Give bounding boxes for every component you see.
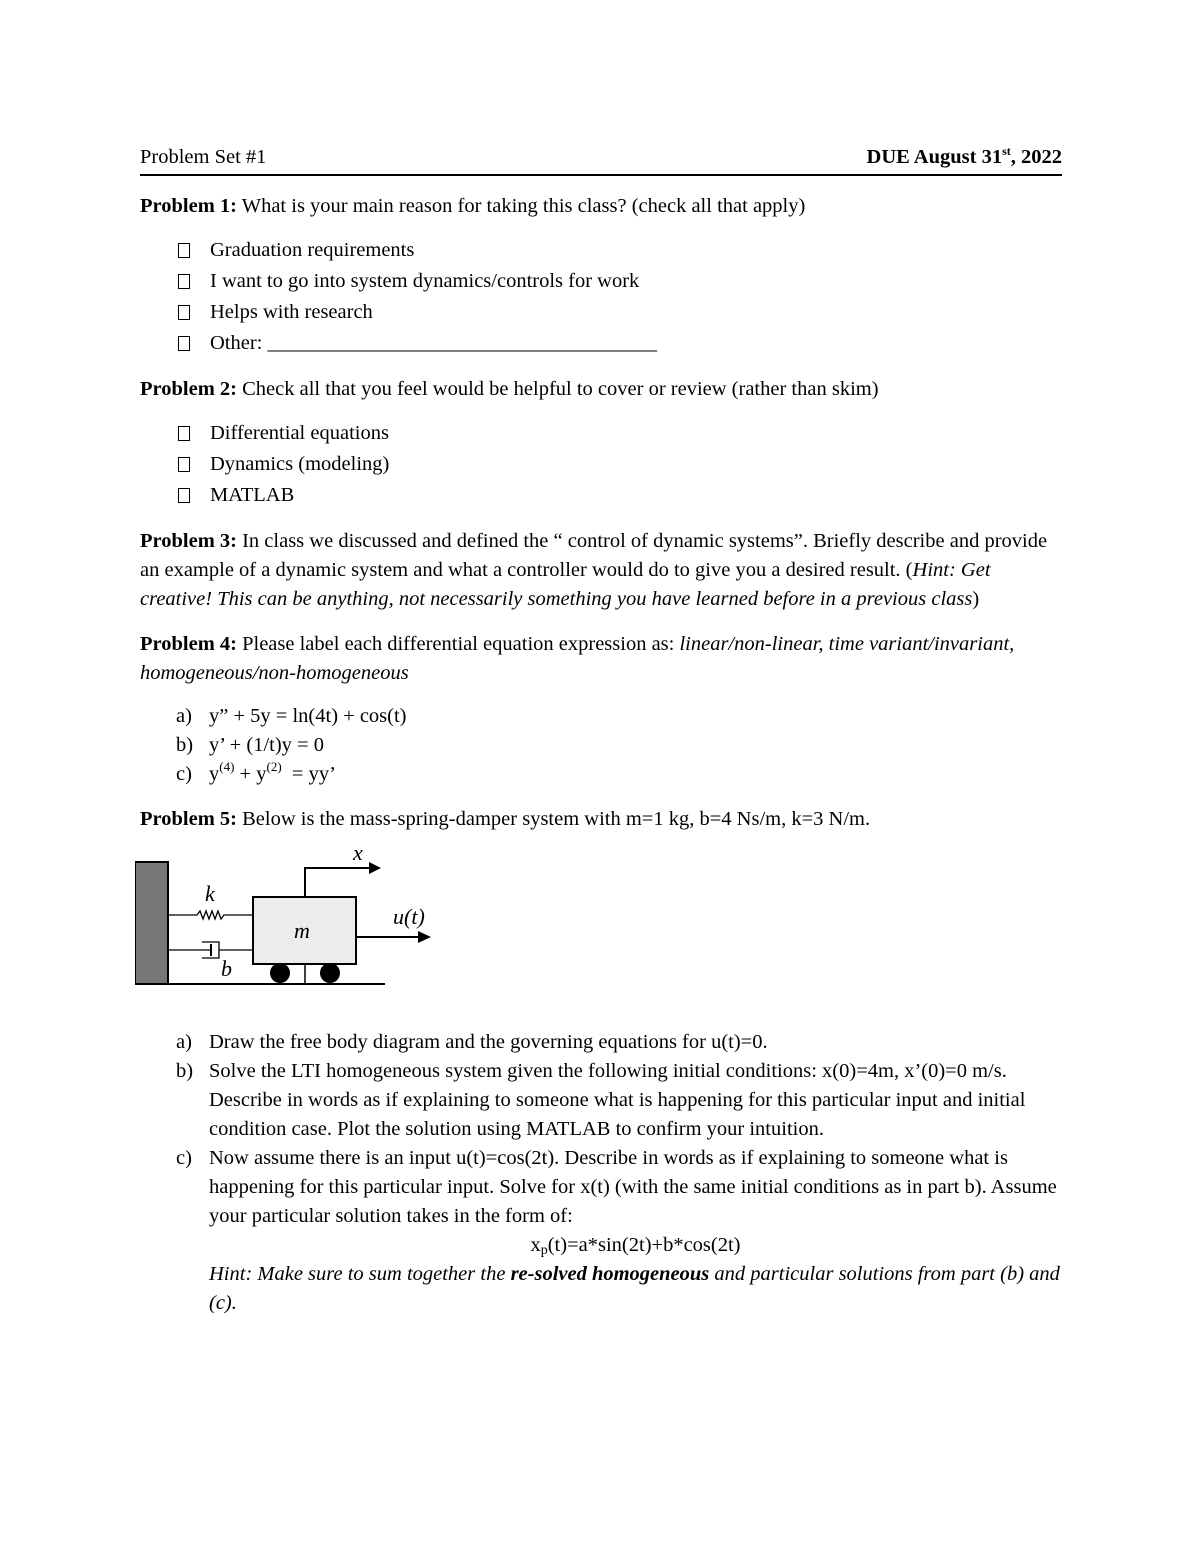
particular-solution-formula: $x_p(t)=a*\sin(2t)+b*\cos(2t)$	[530, 1234, 741, 1258]
wall	[135, 862, 168, 984]
equation-item: c) $y^{(4)} + y^{(2)}$ = yy’	[176, 759, 336, 785]
diagram-svg	[135, 846, 455, 986]
checkbox-icon[interactable]	[178, 457, 190, 472]
label-u: u(t)	[393, 904, 425, 929]
problem-5-prompt: Problem 5: Below is the mass-spring-damper system with m=1 kg, b=4 Ns/m, k=3 N/m.	[140, 808, 871, 830]
page-header	[140, 138, 1062, 176]
label-k: k	[205, 881, 215, 906]
checkbox-icon[interactable]	[178, 274, 190, 289]
list-item: b) Solve the LTI homogeneous system given the following initial conditions: x(0)=4m, x’(0)=0 m/s. Describe in words as if explaining to someone what is happening for this particular input and initial condition case. Plot the solution using MATLAB to confirm your intuition.	[176, 1060, 1026, 1140]
problem-5-parts	[140, 1028, 1062, 1318]
spring	[168, 911, 253, 919]
problem-3-prompt: Problem 3: In class we discussed and defined the “ control of dynamic systems”. Briefly describe and provide an example of a dynamic system and what a controller would do to give you a desired result. (Hint: Get creative! This can be anything, not necessarily something you have learned before in a previous class)	[140, 530, 1048, 610]
wheel-left	[270, 963, 290, 983]
checkbox-icon[interactable]	[178, 488, 190, 503]
list-item[interactable]: I want to go into system dynamics/controls for work	[140, 266, 1062, 297]
problem-2-prompt: Problem 2: Check all that you feel would be helpful to cover or review (rather than skim)	[140, 378, 879, 400]
list-item[interactable]: Other: ______________________________________	[140, 328, 1062, 359]
checkbox-icon[interactable]	[178, 243, 190, 258]
list-item[interactable]: Differential equations	[140, 418, 1062, 449]
label-m: m	[294, 918, 310, 943]
list-item[interactable]: MATLAB	[140, 480, 1062, 511]
label-b: b	[221, 956, 232, 981]
checkbox-icon[interactable]	[178, 426, 190, 441]
force-arrowhead	[418, 931, 431, 943]
list-item[interactable]: Dynamics (modeling)	[140, 449, 1062, 480]
problem-set-title: Problem Set #1	[140, 146, 267, 168]
list-item[interactable]: Helps with research	[140, 297, 1062, 328]
equation-item: a) y” + 5y = ln(4t) + cos(t)	[176, 705, 407, 727]
problem-4-equations	[140, 702, 1062, 789]
list-item: a) Draw the free body diagram and the governing equations for u(t)=0.	[176, 1031, 768, 1053]
checkbox-icon[interactable]	[178, 336, 190, 351]
mass-spring-damper-diagram	[135, 846, 455, 986]
checkbox-icon[interactable]	[178, 305, 190, 320]
problem-4-prompt: Problem 4: Please label each differential equation expression as: linear/non-linear, time variant/invariant, homogeneous/non-homogeneous	[140, 633, 1015, 684]
document-page	[140, 138, 1062, 1318]
list-item: c) Now assume there is an input u(t)=cos(2t). Describe in words as if explaining to someone what is happening for this particular input. Solve for x(t) (with the same initial conditions as in part b). Assume your particular solution takes in the form of: $x_p(t)=a*\sin(2t)+b*\cos(2t)$ Hint: Make sure to sum together the re-solved homogeneous and particular solutions from part (b) and (c).	[140, 1144, 1062, 1318]
part-c-text: Now assume there is an input u(t)=cos(2t). Describe in words as if explaining to someone what is happening for this particular input. Solve for x(t) (with the same initial conditions as in part b). Assume your particular solution takes in the form of:	[209, 1147, 1057, 1227]
x-arrow-line	[305, 868, 371, 897]
part-c-hint: Hint: Make sure to sum together the re-solved homogeneous and particular solutions from part (b) and (c).	[209, 1263, 1060, 1314]
wheel-right	[320, 963, 340, 983]
due-date: DUE August 31st, 2022	[866, 144, 1062, 168]
problem-1-prompt: Problem 1: What is your main reason for taking this class? (check all that apply)	[140, 195, 806, 217]
x-arrowhead	[369, 862, 381, 874]
equation-item: b) y’ + (1/t)y = 0	[176, 734, 324, 756]
problem-2-options	[140, 418, 1062, 511]
label-x: x	[353, 846, 363, 865]
problem-1-options	[140, 235, 1062, 359]
list-item[interactable]: Graduation requirements	[140, 235, 1062, 266]
